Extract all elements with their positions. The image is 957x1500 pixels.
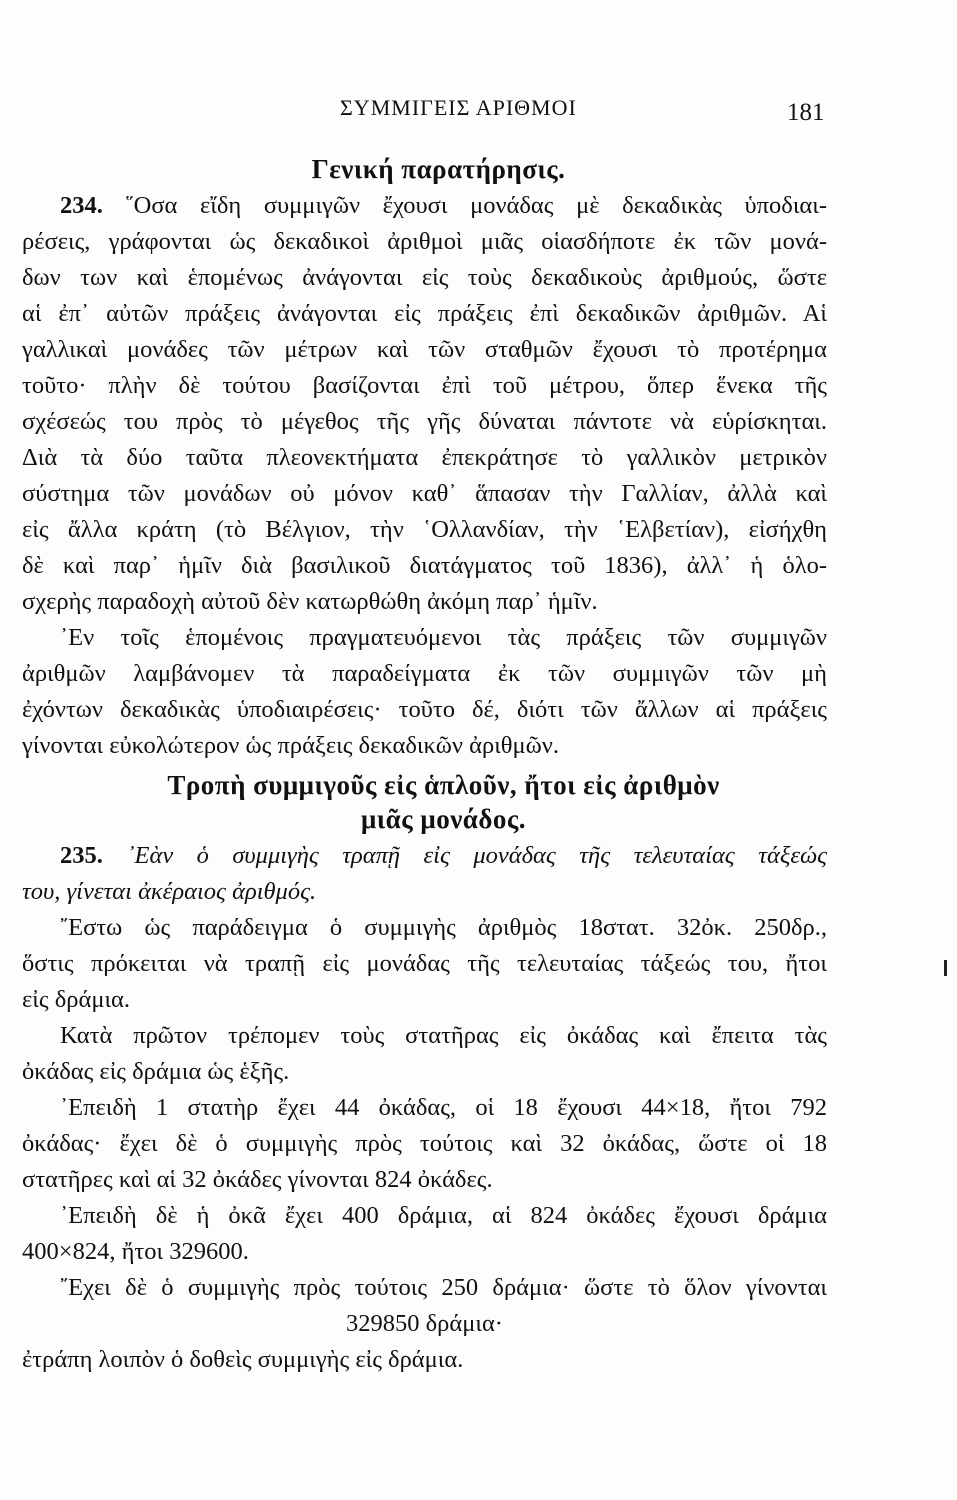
paragraph-line: ῎Εστω ὡς παράδειγμα ὁ συμμιγὴς ἀριθμὸς 18στατ. 32ὀκ. 250δρ., [60,914,827,941]
paragraph-line: ἀριθμῶν λαμβάνομεν τὰ παραδείγματα ἐκ τῶν συμμιγῶν τῶν μὴ [22,660,827,687]
paragraph-line-centered: 329850 δράμια· [346,1310,503,1337]
paragraph-line: ὀκάδας· ἔχει δὲ ὁ συμμιγὴς πρὸς τούτοις καὶ 32 ὀκάδας, ὥστε οἱ 18 [22,1130,827,1157]
paragraph-line: σχέσεώς του πρὸς τὸ μέγεθος τῆς γῆς δύναται πάντοτε νὰ εὑρίσκηται. [22,408,827,435]
paragraph-line: ὅστις πρόκειται νὰ τραπῇ εἰς μονάδας τῆς τελευταίας τάξεώς του, ἤτοι [22,950,827,977]
paragraph-line: γίνονται εὐκολώτερον ὡς πράξεις δεκαδικῶν ἀριθμῶν. [22,732,559,759]
page-number: 181 [787,99,825,126]
paragraph-line: ᾽Επειδὴ 1 στατὴρ ἔχει 44 ὀκάδας, οἱ 18 ἔχουσι 44×18, ἤτοι 792 [60,1094,827,1121]
paragraph-line: ᾽Εν τοῖς ἑπομένοις πραγματευόμενοι τὰς πράξεις τῶν συμμιγῶν [60,624,827,651]
paragraph-line: ῎Εχει δὲ ὁ συμμιγὴς πρὸς τούτοις 250 δράμια· ὥστε τὸ ὅλον γίνονται [60,1274,827,1301]
paragraph-line: δων των καὶ ἑπομένως ἀνάγονται εἰς τοὺς δεκαδικοὺς ἀριθμούς, ὥστε [22,264,827,291]
paragraph-line: στατῆρες καὶ αἱ 32 ὀκάδες γίνονται 824 ὀκάδες. [22,1166,493,1193]
paragraph-line: Κατὰ πρῶτον τρέπομεν τοὺς στατῆρας εἰς ὀκάδας καὶ ἔπειτα τὰς [60,1022,827,1049]
section-number: 235. [60,842,103,869]
rule-text-line: του, γίνεται ἀκέραιος ἀριθμός. [22,878,317,905]
paragraph-line: δὲ καὶ παρ᾽ ἡμῖν διὰ βασιλικοῦ διατάγματος τοῦ 1836), ἀλλ᾽ ἡ ὁλο- [22,552,827,579]
paragraph-line: σύστημα τῶν μονάδων οὐ μόνον καθ᾽ ἅπασαν τὴν Γαλλίαν, ἀλλὰ καὶ [22,480,827,507]
section-235 [22,838,827,1378]
rule-text: ᾽Εὰν ὁ συμμιγὴς τραπῇ εἰς μονάδας τῆς τελευταίας τάξεώς [126,842,827,869]
heading-reduction [0,768,922,836]
paragraph-line: σχερὴς παραδοχὴ αὐτοῦ δὲν κατωρθώθη ἀκόμη παρ᾽ ἡμῖν. [22,588,598,615]
heading-reduction-line-2: μιᾶς μονάδος. [361,804,526,834]
section-234 [22,188,827,764]
paragraph-line: ὀκάδας εἰς δράμια ὡς ἑξῆς. [22,1058,290,1085]
section-234-first-line [22,188,827,224]
paragraph-line: αἱ ἐπ᾽ αὐτῶν πράξεις ἀνάγονται εἰς πράξεις ἐπὶ δεκαδικῶν ἀριθμῶν. Αἱ [22,300,827,327]
paragraph-line: εἰς ἄλλα κράτη (τὸ Βέλγιον, τὴν ῾Ολλανδίαν, τὴν ῾Ελβετίαν), εἰσήχθη [22,516,827,543]
paragraph-line: εἰς δράμια. [22,986,131,1013]
heading-reduction-line-1: Τροπὴ συμμιγοῦς εἰς ἁπλοῦν, ἤτοι εἰς ἀριθμὸν [167,770,720,800]
section-number: 234. [60,192,103,219]
paragraph-line: ρέσεις, γράφονται ὡς δεκαδικοὶ ἀριθμοὶ μιᾶς οἱασδήποτε ἐκ τῶν μονά- [22,228,827,255]
paragraph-line: ἐτράπη λοιπὸν ὁ δοθεὶς συμμιγὴς εἰς δράμια. [22,1346,464,1373]
paragraph-text: ῞Οσα εἴδη συμμιγῶν ἔχουσι μονάδας μὲ δεκαδικὰς ὑποδιαι- [125,192,827,219]
heading-general-note: Γενική παρατήρησις. [311,154,566,184]
paragraph-line: ᾽Επειδὴ δὲ ἡ ὀκᾶ ἔχει 400 δράμια, αἱ 824 ὀκάδες ἔχουσι δράμια [60,1202,827,1229]
paragraph-line: 400×824, ἤτοι 329600. [22,1238,249,1265]
running-title: ΣΥΜΜΙΓΕΙΣ ΑΡΙΘΜΟΙ [340,95,577,120]
paragraph-line: γαλλικαὶ μονάδες τῶν μέτρων καὶ τῶν σταθμῶν ἔχουσι τὸ προτέρημα [22,336,827,363]
section-235-rule-line [22,838,827,874]
paragraph-line: ἐχόντων δεκαδικὰς ὑποδιαιρέσεις· τοῦτο δέ, διότι τῶν ἄλλων αἱ πράξεις [22,696,827,723]
paragraph-line: τοῦτο· πλὴν δὲ τούτου βασίζονται ἐπὶ τοῦ μέτρου, ὅπερ ἕνεκα τῆς [22,372,827,399]
paragraph-line: Διὰ τὰ δύο ταῦτα πλεονεκτήματα ἐπεκράτησε τὸ γαλλικὸν μετρικὸν [22,444,827,471]
margin-mark [944,960,947,976]
